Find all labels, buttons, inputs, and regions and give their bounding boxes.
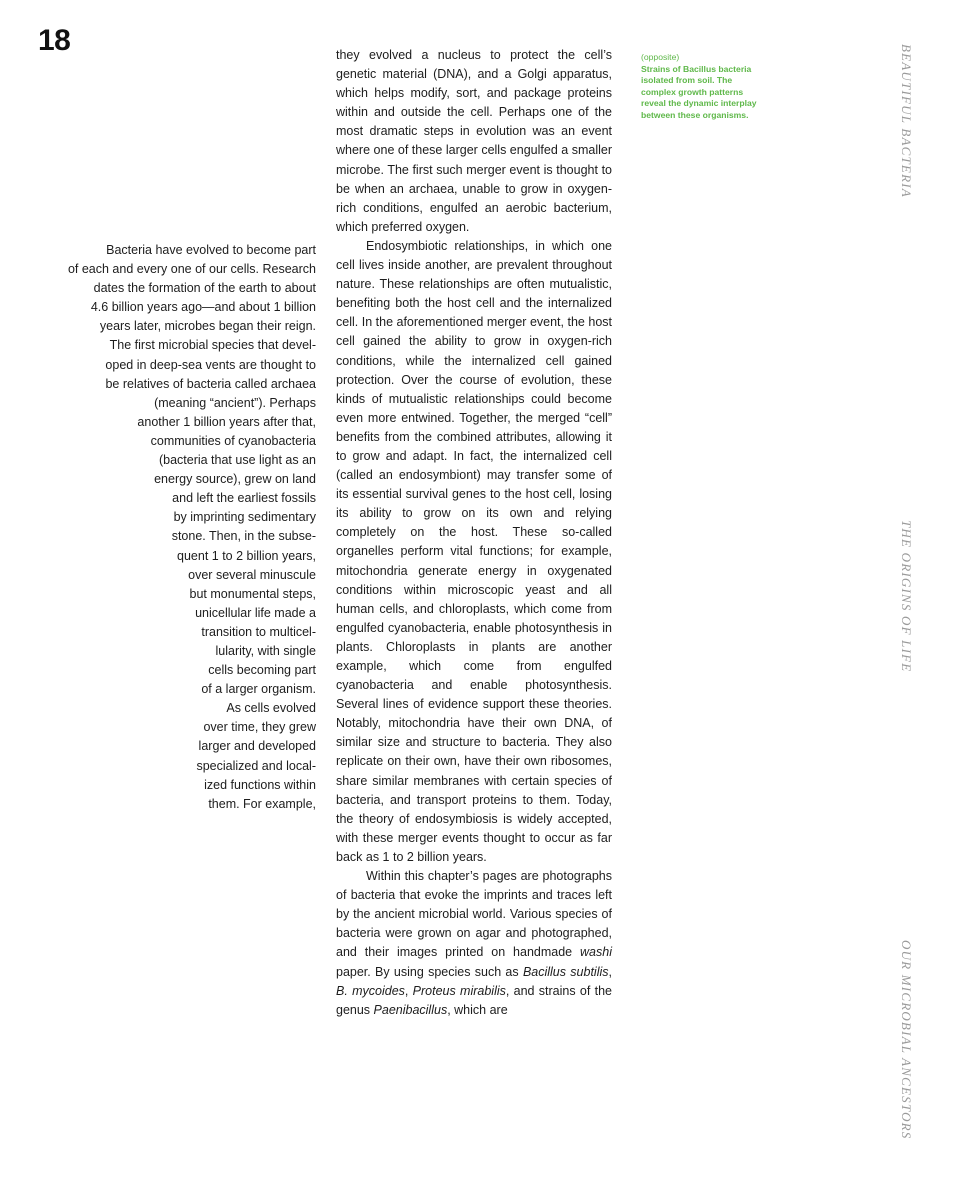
italic-term: B. mycoides	[336, 983, 405, 998]
text-run: ,	[608, 964, 612, 979]
text-run: paper. By using species such as	[336, 964, 523, 979]
text-line: Bacteria have evolved to become part	[106, 243, 316, 257]
running-head-microbial-ancestors: OUR MICROBIAL ANCESTORS	[899, 940, 914, 1140]
running-head-beautiful-bacteria: BEAUTIFUL BACTERIA	[899, 44, 914, 198]
italic-term: Paenibacillus	[373, 1002, 448, 1017]
text-line: transition to multicel-	[201, 624, 316, 639]
text-line: energy source), grew on land	[154, 472, 316, 487]
text-line: over several minuscule	[188, 567, 316, 582]
text-line: stone. Then, in the subse-	[171, 529, 316, 544]
text-line: lularity, with single	[215, 643, 316, 658]
text-line: quent 1 to 2 billion years,	[177, 548, 316, 563]
text-line: 4.6 billion years ago—and about 1 billion	[90, 300, 316, 315]
running-head-origins-of-life: THE ORIGINS OF LIFE	[899, 520, 914, 673]
text-run: , and strains of the genus	[336, 983, 612, 1017]
text-run: , which are	[447, 1002, 508, 1017]
text-line: The first microbial species that devel-	[109, 338, 316, 353]
text-line: be relatives of bacteria called archaea	[105, 376, 316, 391]
text-line: dates the formation of the earth to about	[93, 281, 316, 296]
text-line: As cells evolved	[226, 701, 316, 716]
italic-term: Proteus mirabilis	[412, 983, 506, 998]
page-number: 18	[38, 24, 71, 57]
text-line: over time, they grew	[203, 720, 316, 735]
text-line: them. For example,	[208, 796, 316, 811]
caption-text: Strains of Bacillus bacteria isolated from soil. The complex growth patterns reveal the dynamic interplay between these organisms.	[641, 63, 757, 120]
text-line: cells becoming part	[208, 663, 316, 678]
text-line: years later, microbes began their reign.	[99, 319, 316, 334]
text-line: (meaning “ancient”). Perhaps	[154, 395, 316, 410]
text-line: but monumental steps,	[189, 586, 316, 601]
text-line: (bacteria that use light as an	[158, 453, 316, 468]
text-line: specialized and local-	[196, 758, 316, 773]
caption-opposite-label: (opposite)	[641, 52, 680, 62]
middle-text-column	[336, 46, 612, 1020]
text-run: Within this chapter’s pages are photographs of bacteria that evoke the imprints and traces left by the ancient microbial world. Various species of bacteria were grown on agar and photographed, and their images printed on handmade	[336, 869, 612, 960]
text-line: communities of cyanobacteria	[150, 433, 316, 448]
text-line: larger and developed	[198, 739, 316, 754]
paragraph: they evolved a nucleus to protect the cell’s genetic material (DNA), and a Golgi apparatus, which helps modify, sort, and package proteins within and outside the cell. Perhaps one of the most dramatic steps in evolution was an event where one of these larger cells engulfed a smaller microbe. The first such merger event is thought to be when an archaea, unable to grow in oxygen-rich conditions, engulfed an aerobic bacterium, which preferred oxygen.	[336, 48, 612, 234]
text-line: of a larger organism.	[201, 682, 316, 697]
text-run: ,	[404, 983, 413, 998]
text-line: ized functions within	[204, 777, 316, 792]
text-line: oped in deep-sea vents are thought to	[105, 357, 316, 372]
paragraph	[336, 867, 612, 1020]
text-line: and left the earliest fossils	[172, 491, 316, 506]
text-line: of each and every one of our cells. Research	[67, 262, 316, 277]
image-caption	[641, 52, 761, 122]
left-text-column	[38, 241, 316, 814]
text-line: by imprinting sedimentary	[173, 510, 316, 525]
italic-term: Bacillus subtilis	[522, 964, 609, 979]
italic-term: washi	[580, 945, 612, 960]
text-line: unicellular life made a	[195, 605, 316, 620]
paragraph: Endosymbiotic relationships, in which one cell lives inside another, are prevalent throughout nature. These relationships are often mutualistic, benefiting both the host cell and the internalized cell. In the aforementioned merger event, the host cell gained the ability to grow in oxygen-rich conditions, while the internalized cell gained protection. Over the course of evolution, these kinds of mutualistic relationships could become even more entwined. Together, the merged “cell” benefits from the combined attributes, allowing it to grow and adapt. In fact, the internalized cell (called an endosymbiont) may transfer some of its essential survival genes to the host cell, losing its ability to grow on its own and relying completely on the host. These so-called organelles perform vital functions; for example, mitochondria generate energy in oxygenated conditions within microscopic yeast and all human cells, and chloroplasts, which come from engulfed cyanobacteria, enable photosynthesis in plants. Chloroplasts in plants are another example, which come from engulfed cyanobacteria and enable photosynthesis. Several lines of evidence support these theories. Notably, mitochondria have their own DNA, of similar size and structure to bacteria. They also replicate on their own, have their own ribosomes, share similar membranes with certain species of bacteria, and transport proteins to them. Today, the theory of endosymbiosis is widely accepted, with these merger events thought to occur as far back as 1 to 2 billion years.	[336, 238, 612, 864]
text-line: another 1 billion years after that,	[137, 414, 316, 429]
